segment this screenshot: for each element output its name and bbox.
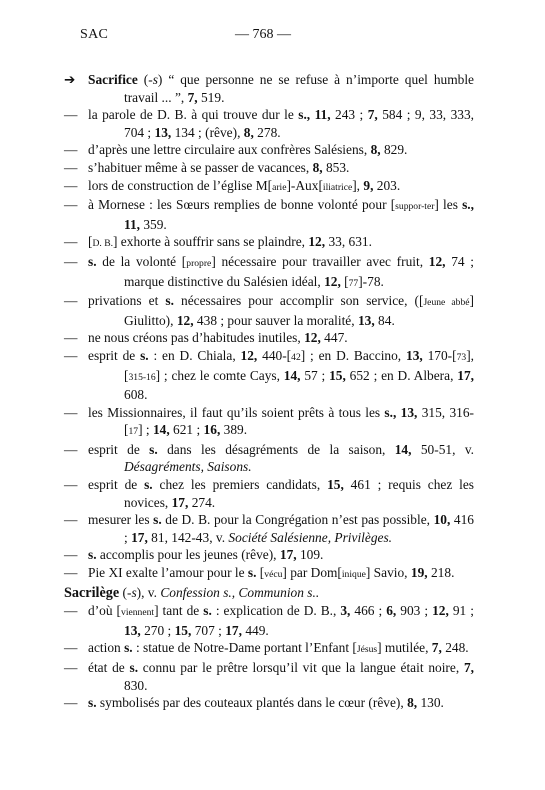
entry-text: 73: [456, 351, 467, 363]
entry-text: privations et: [88, 293, 166, 309]
entry-text: 652 ; en D. Albera,: [345, 367, 458, 383]
entry-text: mesurer les: [88, 512, 154, 528]
entry-text: 81, 142-43, v.: [147, 529, 229, 545]
em-dash-marker: —: [64, 177, 78, 193]
entry-text: 42: [291, 351, 301, 363]
entry-text: ] exhorte à souffrir sans se plaindre,: [113, 234, 309, 250]
entry-text: 50-51, v.: [411, 441, 474, 457]
em-dash-marker: —: [64, 565, 78, 581]
em-dash-marker: —: [64, 404, 78, 420]
arrow-icon: ➔: [64, 72, 76, 87]
entry-text: 8,: [243, 124, 254, 140]
entry-text: 519.: [197, 89, 225, 105]
entry-text: s’habituer même à se passer de vacances,: [88, 159, 313, 175]
entry-text: Société Salésienne, Privilèges.: [228, 529, 393, 545]
entry-text: : en D. Chiala,: [148, 347, 241, 363]
em-dash-marker: —: [64, 603, 78, 619]
entry-text: 466 ;: [350, 603, 387, 619]
entry-text: ] par Dom[: [282, 565, 342, 581]
entry-text: 77: [348, 277, 359, 289]
em-dash-marker: —: [64, 660, 78, 675]
entry-text: 13,: [406, 347, 423, 363]
em-dash-marker: —: [64, 347, 78, 363]
entry-text: Sacrifice: [88, 72, 138, 87]
index-subentry: [64, 564, 474, 584]
entry-text: arie: [272, 181, 287, 193]
entry-text: 12,: [324, 273, 341, 289]
entry-text: 389.: [220, 422, 248, 438]
entry-text: état de: [88, 660, 130, 675]
entry-text: suppor-ter: [395, 201, 435, 213]
entry-text: 7,: [431, 640, 442, 656]
headword: Sacrilège: [64, 584, 120, 601]
em-dash-marker: —: [64, 477, 78, 493]
entry-text: [: [340, 273, 349, 289]
entry-text: 16,: [203, 422, 221, 438]
page-number: — 768 —: [235, 27, 291, 42]
entry-text: : statue de Notre-Dame portant l’Enfant [: [132, 640, 357, 656]
entry-text: ] Giulitto),: [124, 293, 474, 328]
entry-text: 130.: [417, 695, 444, 711]
entry-text: iliatrice: [322, 181, 353, 193]
entry-text: esprit de: [88, 347, 141, 363]
entry-text: 109.: [296, 547, 324, 563]
em-dash-marker: —: [64, 159, 78, 175]
entry-text: 248.: [441, 640, 469, 656]
entry-text: 584 ; 9, 33, 333, 704 ;: [124, 107, 475, 140]
entry-text: 15,: [174, 622, 192, 638]
entry-text: la parole de D. B. à qui trouve dur le: [88, 107, 299, 123]
entry-text: D. B.: [92, 238, 113, 250]
index-subentry: [64, 659, 474, 694]
entry-text: lors de construction de l’église M[: [88, 177, 273, 193]
entry-text: 17,: [171, 494, 189, 510]
entry-text: s.: [149, 441, 158, 457]
entry-text: 134 ; (rêve),: [171, 124, 244, 140]
index-subentry: [64, 602, 474, 639]
entry-text: 243 ;: [330, 107, 368, 123]
entry-text: 438 ; pour sauver la moralité,: [193, 312, 358, 328]
entry-text: 91 ;: [448, 603, 474, 619]
entry-text: propre: [186, 257, 212, 269]
running-header: [0, 27, 545, 47]
entry-text: esprit de: [88, 441, 150, 457]
entry-text: les Missionnaires, il faut qu’ils soient prêts à tous les: [88, 404, 385, 420]
entry-text: s.: [144, 477, 153, 493]
index-subentry: [64, 141, 474, 159]
entry-text: 17,: [279, 547, 297, 563]
index-subentry: [64, 511, 474, 546]
index-subentry: [64, 106, 474, 141]
em-dash-marker: —: [64, 234, 78, 250]
index-subentry: [64, 347, 474, 404]
entry-text: 17: [128, 426, 139, 438]
em-dash-marker: —: [64, 107, 78, 123]
entry-text: symbolisés par des couteaux plantés dans le cœur (rêve),: [96, 695, 408, 711]
entry-text: 13,: [357, 312, 375, 328]
entry-text: ) “ que personne ne se refuse à n’importe quel humble travail ... ”,: [124, 72, 474, 105]
entry-text: s: [152, 72, 158, 87]
entry-text: ] les: [434, 197, 463, 213]
entry-text: s.: [88, 253, 97, 269]
index-subentry: [64, 292, 474, 329]
entry-text: Désagréments, Saisons.: [124, 459, 252, 475]
entry-text: 17,: [131, 529, 148, 545]
entry-text: ] ;: [138, 422, 153, 438]
index-subentry: [64, 253, 474, 292]
entry-text: accomplis pour les jeunes (rêve),: [96, 547, 280, 563]
entry-text: s.: [124, 640, 133, 656]
entry-text: 13,: [154, 124, 172, 140]
entry-text: 57 ;: [300, 367, 330, 383]
entry-text: nécessaires pour accomplir son service, ([: [173, 293, 424, 309]
entry-text: s.: [165, 293, 174, 309]
entry-text: de la volonté [: [96, 253, 187, 269]
entry-text: 359.: [140, 216, 167, 232]
entry-text: ne nous créons pas d’habitudes inutiles,: [88, 330, 305, 346]
header-section: SAC: [80, 27, 109, 42]
entry-text: ] ; chez le comte Cays,: [155, 367, 284, 383]
entry-text: ]-78.: [358, 273, 384, 289]
em-dash-marker: —: [64, 142, 78, 158]
entry-text: 621 ;: [169, 422, 204, 438]
entry-text: s: [131, 584, 137, 600]
entry-text: (-: [119, 584, 132, 600]
entry-text: 15,: [329, 367, 346, 383]
index-body: [64, 71, 474, 712]
em-dash-marker: —: [64, 695, 78, 711]
entry-text: s., 13,: [384, 404, 418, 420]
entry-text: s.: [153, 512, 162, 528]
entry-text: ] ; en D. Baccino,: [300, 347, 406, 363]
entry-text: d’après une lettre circulaire aux confrères Salésiens,: [88, 142, 371, 158]
entry-text: 8,: [407, 695, 418, 711]
entry-text: 203.: [373, 177, 401, 193]
entry-text: inique: [341, 569, 366, 581]
index-entry: [64, 584, 474, 603]
entry-text: 12,: [428, 253, 446, 269]
entry-text: 74 ; marque distinctive du Salésien idéal,: [124, 253, 474, 289]
entry-text: 218.: [427, 565, 455, 581]
index-subentry: [64, 694, 474, 712]
entry-text: 12,: [304, 330, 321, 346]
entry-text: ],: [352, 177, 364, 193]
entry-text: viennent: [121, 607, 155, 619]
entry-text: chez les premiers candidats,: [152, 477, 328, 493]
entry-text: ), v.: [136, 584, 161, 600]
entry-text: 3,: [340, 603, 351, 619]
entry-text: ], [: [124, 347, 475, 383]
entry-text: 10,: [433, 512, 451, 528]
entry-text: 12,: [240, 347, 258, 363]
entry-text: ] nécessaire pour travailler avec fruit,: [211, 253, 429, 269]
entry-text: 461 ; requis chez les novices,: [124, 477, 475, 510]
entry-text: Jeune abbé: [423, 297, 470, 309]
entry-text: vécu: [264, 569, 283, 581]
entry-text: 14,: [394, 441, 412, 457]
index-subentry: [64, 404, 474, 441]
entry-text: 17,: [457, 367, 474, 383]
entry-text: 447.: [320, 330, 348, 346]
em-dash-marker: —: [64, 253, 78, 269]
entry-text: 14,: [283, 367, 301, 383]
entry-text: 19,: [410, 565, 428, 581]
entry-text: s.: [140, 347, 149, 363]
entry-text: 33, 631.: [325, 234, 372, 250]
entry-text: 14,: [152, 422, 170, 438]
entry-text: 6,: [386, 603, 397, 619]
index-subentry: [64, 233, 474, 253]
entry-text: 7,: [463, 660, 474, 675]
entry-text: 270 ;: [140, 622, 175, 638]
index-subentry: [64, 476, 474, 511]
entry-text: 315-16: [128, 371, 156, 383]
entry-text: (-: [137, 72, 153, 87]
entry-text: 8,: [312, 159, 323, 175]
index-entry: [64, 71, 474, 106]
entry-text: ]-Aux[: [286, 177, 323, 193]
entry-text: : explication de D. B.,: [211, 603, 341, 619]
entry-text: ] Savio,: [365, 565, 411, 581]
entry-text: 17,: [225, 622, 242, 638]
entry-text: 84.: [374, 312, 395, 328]
entry-text: 170-[: [422, 347, 457, 363]
entry-text: [: [88, 234, 93, 250]
entry-text: 278.: [253, 124, 281, 140]
entry-text: 15,: [327, 477, 344, 493]
entry-text: s.: [88, 695, 97, 711]
entry-text: de D. B. pour la Congrégation n’est pas possible,: [161, 512, 434, 528]
entry-text: d’où [: [88, 603, 122, 619]
index-subentry: [64, 177, 474, 197]
entry-text: 12,: [308, 234, 326, 250]
index-subentry: [64, 196, 474, 233]
entry-text: ] tant de: [154, 603, 204, 619]
entry-text: 707 ;: [191, 622, 226, 638]
entry-text: 7,: [367, 107, 378, 123]
entry-text: Jésus: [356, 644, 378, 656]
entry-text: à Mornese : les Sœurs remplies de bonne volonté pour [: [88, 197, 396, 213]
index-subentry: [64, 441, 474, 476]
entry-text: 315, 316-[: [124, 404, 474, 438]
entry-text: action: [88, 640, 125, 656]
entry-text: ] mutilée,: [377, 640, 432, 656]
em-dash-marker: —: [64, 197, 78, 213]
em-dash-marker: —: [64, 293, 78, 309]
entry-text: s., 11,: [124, 197, 475, 232]
entry-text: 7,: [187, 89, 198, 105]
entry-text: s., 11,: [298, 107, 331, 123]
entry-text: 9,: [363, 177, 374, 193]
entry-text: 274.: [188, 494, 216, 510]
entry-text: 903 ;: [396, 603, 433, 619]
em-dash-marker: —: [64, 441, 78, 457]
index-subentry: [64, 546, 474, 564]
entry-text: 8,: [370, 142, 381, 158]
entry-text: 416 ;: [124, 512, 475, 545]
entry-text: esprit de: [88, 477, 145, 493]
entry-text: 12,: [432, 603, 449, 619]
em-dash-marker: —: [64, 547, 78, 563]
entry-text: 13,: [124, 622, 141, 638]
entry-text: Pie XI exalte l’amour pour le: [88, 565, 248, 581]
entry-text: s.: [88, 547, 97, 563]
index-subentry: [64, 159, 474, 177]
em-dash-marker: —: [64, 330, 78, 346]
entry-text: s.: [247, 565, 257, 581]
entry-text: dans les désagréments de la saison,: [157, 441, 395, 457]
entry-text: 608.: [124, 387, 148, 403]
entry-text: 829.: [380, 142, 408, 158]
entry-text: 440-[: [257, 347, 292, 363]
entry-text: Confession s., Communion s..: [160, 584, 320, 600]
entry-text: 830.: [124, 677, 148, 693]
index-subentry: [64, 329, 474, 347]
entry-text: 449.: [241, 622, 269, 638]
entry-text: connu par le prêtre lorsqu’il vit que la langue était noire,: [138, 660, 464, 675]
index-subentry: [64, 639, 474, 659]
entry-text: s.: [129, 660, 139, 675]
entry-text: 12,: [176, 312, 194, 328]
em-dash-marker: —: [64, 512, 78, 528]
em-dash-marker: —: [64, 640, 78, 656]
entry-text: [: [256, 565, 265, 581]
entry-text: 853.: [322, 159, 350, 175]
entry-text: s.: [203, 603, 212, 619]
